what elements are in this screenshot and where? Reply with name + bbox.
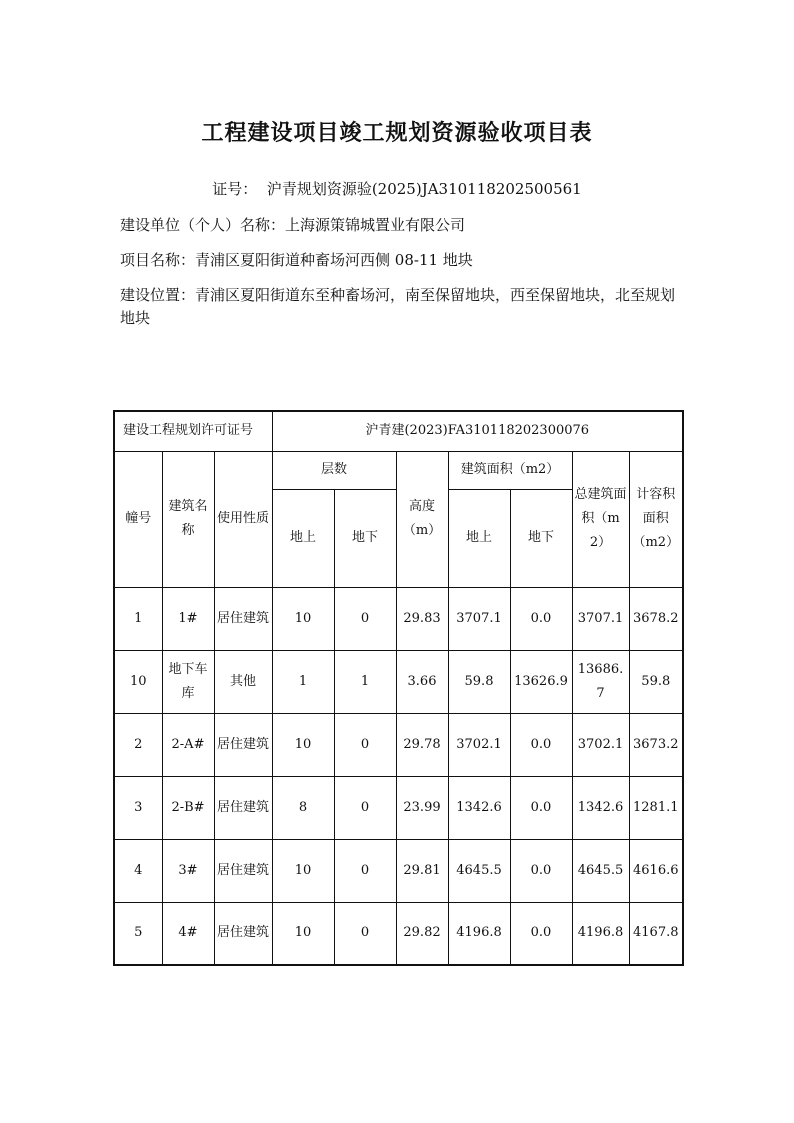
cell-total-area: 3702.1 (572, 713, 629, 776)
cell-bldg-no: 2 (114, 713, 162, 776)
cell-area-below: 0.0 (510, 587, 572, 650)
cell-floors-above: 10 (272, 839, 334, 902)
cell-area-below: 0.0 (510, 713, 572, 776)
table-body (114, 587, 683, 965)
cell-floors-above: 10 (272, 713, 334, 776)
cell-area-below: 0.0 (510, 839, 572, 902)
cell-usage: 其他 (214, 650, 272, 713)
table-row (114, 902, 683, 965)
cell-usage: 居住建筑 (214, 713, 272, 776)
cell-usage: 居住建筑 (214, 587, 272, 650)
cell-total-area: 1342.6 (572, 776, 629, 839)
table-row (114, 650, 683, 713)
table-row (114, 776, 683, 839)
header-usage: 使用性质 (214, 451, 272, 587)
cert-label: 证号： (212, 180, 258, 198)
cell-usage: 居住建筑 (214, 902, 272, 965)
cell-floors-above: 10 (272, 587, 334, 650)
cell-usage: 居住建筑 (214, 776, 272, 839)
cell-height: 3.66 (396, 650, 448, 713)
cell-bldg-no: 5 (114, 902, 162, 965)
header-total-area: 总建筑面积（m2） (572, 451, 629, 587)
cell-floors-above: 1 (272, 650, 334, 713)
header-area-above: 地上 (448, 489, 510, 587)
table-row (114, 839, 683, 902)
header-bldg-no: 幢号 (114, 451, 162, 587)
cell-bldg-no: 4 (114, 839, 162, 902)
cell-floors-below: 0 (334, 713, 396, 776)
cell-height: 29.81 (396, 839, 448, 902)
location-value: 青浦区夏阳街道东至种畜场河，南至保留地块，西至保留地块，北至规划地块 (120, 286, 676, 327)
header-far-area: 计容积面积（m2） (629, 451, 683, 587)
cell-far-area: 4167.8 (629, 902, 683, 965)
table-row (114, 713, 683, 776)
header-floors-below: 地下 (334, 489, 396, 587)
cell-far-area: 1281.1 (629, 776, 683, 839)
cell-height: 23.99 (396, 776, 448, 839)
acceptance-table (113, 410, 684, 966)
document-title: 工程建设项目竣工规划资源验收项目表 (201, 120, 593, 146)
cell-bldg-no: 10 (114, 650, 162, 713)
builder-line (120, 214, 680, 237)
cell-height: 29.83 (396, 587, 448, 650)
cell-bldg-name: 1# (162, 587, 214, 650)
cell-floors-below: 0 (334, 902, 396, 965)
cell-area-above: 4196.8 (448, 902, 510, 965)
cell-bldg-name: 3# (162, 839, 214, 902)
cell-total-area: 13686.7 (572, 650, 629, 713)
project-line (120, 249, 680, 272)
header-row-1 (114, 451, 683, 489)
table-row (114, 587, 683, 650)
cell-area-above: 3707.1 (448, 587, 510, 650)
cell-bldg-name: 地下车库 (162, 650, 214, 713)
permit-label: 建设工程规划许可证号 (114, 411, 272, 451)
cell-total-area: 4196.8 (572, 902, 629, 965)
cell-area-above: 3702.1 (448, 713, 510, 776)
cell-far-area: 3678.2 (629, 587, 683, 650)
cell-bldg-name: 4# (162, 902, 214, 965)
cell-far-area: 4616.6 (629, 839, 683, 902)
cell-area-above: 1342.6 (448, 776, 510, 839)
cell-floors-below: 1 (334, 650, 396, 713)
cell-floors-above: 10 (272, 902, 334, 965)
cell-far-area: 59.8 (629, 650, 683, 713)
builder-label: 建设单位（个人）名称： (120, 216, 286, 234)
cert-value: 沪青规划资源验(2025)JA310118202500561 (266, 180, 582, 198)
cell-area-below: 0.0 (510, 902, 572, 965)
cell-bldg-no: 1 (114, 587, 162, 650)
project-value: 青浦区夏阳街道种畜场河西侧 08-11 地块 (195, 251, 473, 269)
cell-floors-below: 0 (334, 776, 396, 839)
cell-height: 29.82 (396, 902, 448, 965)
cell-height: 29.78 (396, 713, 448, 776)
cell-far-area: 3673.2 (629, 713, 683, 776)
builder-value: 上海源策锦城置业有限公司 (285, 216, 466, 234)
cell-usage: 居住建筑 (214, 839, 272, 902)
location-line (120, 284, 680, 330)
cell-total-area: 4645.5 (572, 839, 629, 902)
cell-total-area: 3707.1 (572, 587, 629, 650)
header-area-below: 地下 (510, 489, 572, 587)
certificate-number (0, 178, 794, 199)
cell-floors-above: 8 (272, 776, 334, 839)
cell-bldg-no: 3 (114, 776, 162, 839)
header-area: 建筑面积（m2） (448, 451, 572, 489)
cell-area-below: 13626.9 (510, 650, 572, 713)
header-floors-above: 地上 (272, 489, 334, 587)
header-bldg-name: 建筑名称 (162, 451, 214, 587)
cell-bldg-name: 2-A# (162, 713, 214, 776)
cell-area-above: 59.8 (448, 650, 510, 713)
cell-floors-below: 0 (334, 587, 396, 650)
header-floors: 层数 (272, 451, 396, 489)
header-height: 高度（m） (396, 451, 448, 587)
permit-value: 沪青建(2023)FA310118202300076 (272, 411, 683, 451)
permit-row (114, 411, 683, 451)
cell-floors-below: 0 (334, 839, 396, 902)
location-label: 建设位置： (120, 286, 196, 304)
project-label: 项目名称： (120, 251, 196, 269)
cell-bldg-name: 2-B# (162, 776, 214, 839)
cell-area-below: 0.0 (510, 776, 572, 839)
cell-area-above: 4645.5 (448, 839, 510, 902)
